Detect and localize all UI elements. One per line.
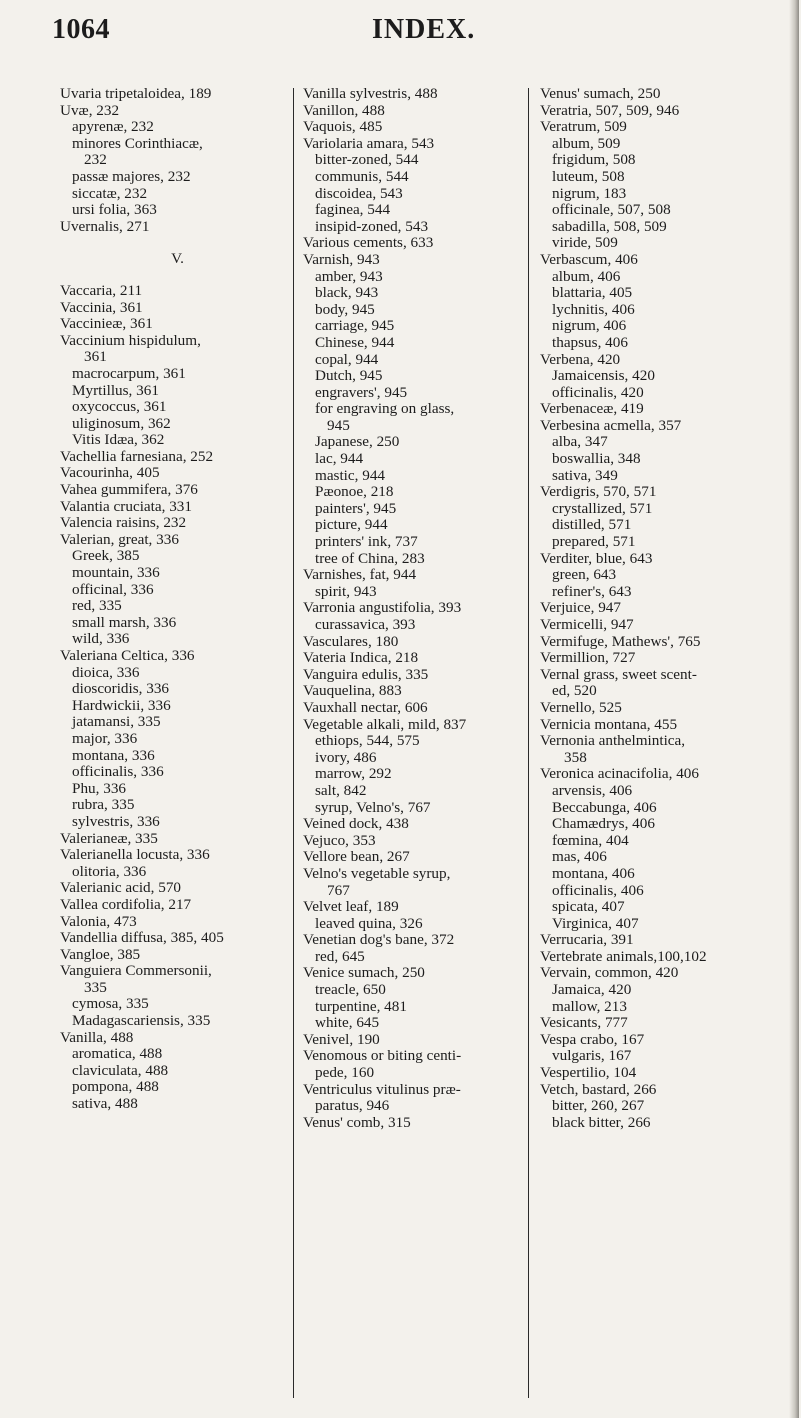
index-entry: blattaria, 405 (552, 284, 633, 302)
index-entry: Vaccinium hispidulum, (60, 331, 201, 349)
index-entry: Vateria Indica, 218 (303, 649, 419, 667)
index-entry: refiner's, 643 (552, 582, 632, 600)
index-entry: claviculata, 488 (72, 1061, 169, 1079)
index-entry: red, 645 (315, 947, 365, 965)
index-entry: Ventriculus vitulinus præ- (303, 1080, 461, 1098)
index-entry: Vernello, 525 (540, 698, 622, 716)
index-entry: Vermicelli, 947 (540, 616, 634, 633)
index-entry: macrocarpum, 361 (72, 364, 186, 382)
index-entry: thapsus, 406 (552, 333, 628, 351)
index-entry: officinalis, 336 (72, 763, 164, 781)
index-entry: cymosa, 335 (72, 995, 149, 1013)
index-entry: sativa, 349 (552, 466, 618, 484)
index-entry: carriage, 945 (315, 317, 395, 335)
index-entry: Madagascariensis, 335 (72, 1012, 211, 1030)
index-entry: salt, 842 (315, 781, 367, 799)
index-entry: communis, 544 (315, 167, 409, 185)
index-entry: small marsh, 336 (72, 613, 177, 631)
index-entry: Vernal grass, sweet scent- (540, 665, 697, 683)
index-entry: Venivel, 190 (303, 1030, 380, 1048)
index-entry: rubra, 335 (72, 796, 135, 814)
index-entry: Vachellia farnesiana, 252 (60, 447, 214, 465)
index-entry: printers' ink, 737 (315, 533, 418, 551)
section-letter: V. (171, 250, 184, 268)
index-entry: bitter-zoned, 544 (315, 151, 419, 169)
index-entry: Vernicia montana, 455 (540, 715, 678, 733)
index-entry: mallow, 213 (552, 997, 627, 1015)
index-entry: ethiops, 544, 575 (315, 732, 420, 750)
index-entry: Verbesina acmella, 357 (540, 416, 682, 434)
index-entry: pede, 160 (315, 1064, 375, 1082)
index-entry: major, 336 (72, 729, 138, 747)
index-entry: Myrtillus, 361 (72, 381, 159, 399)
page-number: 1064 (52, 14, 110, 45)
index-entry: Vertebrate animals,100,102 (540, 947, 707, 965)
index-entry: sabadilla, 508, 509 (552, 217, 667, 235)
index-entry: ivory, 486 (315, 748, 377, 766)
index-entry: Verbena, 420 (540, 350, 621, 368)
index-entry: Valonia, 473 (60, 912, 137, 930)
index-entry: Verditer, blue, 643 (540, 549, 653, 567)
index-entry: spirit, 943 (315, 582, 377, 600)
index-entry: mastic, 944 (315, 466, 386, 484)
index-entry: officinal, 336 (72, 580, 154, 598)
index-entry: luteum, 508 (552, 167, 625, 185)
index-entry: apyrenæ, 232 (72, 118, 154, 136)
index-entry: Vesicants, 777 (540, 1014, 628, 1032)
index-entry: tree of China, 283 (315, 549, 425, 567)
index-entry: viride, 509 (552, 234, 618, 252)
index-entry: Veratrum, 509 (540, 118, 627, 136)
index-entry: dioscoridis, 336 (72, 680, 170, 698)
index-entry: Veined dock, 438 (303, 815, 409, 833)
index-entry: 767 (327, 881, 350, 899)
index-entry: montana, 406 (552, 864, 635, 882)
index-entry: Valerianeæ, 335 (60, 829, 158, 847)
index-entry: Vermifuge, Mathews', 765 (540, 632, 701, 650)
index-entry: Jamaicensis, 420 (552, 367, 655, 385)
index-entry: spicata, 407 (552, 898, 625, 916)
index-entry: Venus' comb, 315 (303, 1113, 411, 1131)
index-entry: Vaquois, 485 (303, 118, 383, 136)
index-entry: Uvernalis, 271 (60, 217, 150, 235)
index-entry: nigrum, 183 (552, 184, 627, 202)
index-entry: wild, 336 (72, 630, 130, 648)
index-entry: olitoria, 336 (72, 862, 147, 880)
index-entry: Vasculares, 180 (303, 632, 399, 650)
index-entry: Vacourinha, 405 (60, 464, 160, 482)
index-entry: syrup, Velno's, 767 (315, 798, 431, 816)
index-entry: montana, 336 (72, 746, 155, 764)
index-entry: bitter, 260, 267 (552, 1097, 645, 1115)
index-entry: jatamansi, 335 (72, 713, 161, 731)
index-entry: Velno's vegetable syrup, (303, 864, 451, 882)
index-entry: engravers', 945 (315, 383, 408, 401)
index-entry: vulgaris, 167 (552, 1047, 632, 1065)
index-entry: Valeriana Celtica, 336 (60, 647, 195, 664)
index-entry: black, 943 (315, 284, 379, 302)
index-entry: Pæonoe, 218 (315, 483, 394, 501)
page-header (52, 14, 752, 54)
index-entry: Verjuice, 947 (540, 599, 621, 617)
index-entry: Vandellia diffusa, 385, 405 (60, 929, 224, 947)
index-entry: Veratria, 507, 509, 946 (540, 101, 680, 119)
index-entry: album, 406 (552, 267, 621, 285)
index-entry: Venice sumach, 250 (303, 964, 425, 982)
index-entry: Vervain, common, 420 (540, 964, 679, 982)
index-entry: Greek, 385 (72, 547, 140, 565)
index-entry: Vauxhall nectar, 606 (303, 698, 428, 716)
index-entry: ursi folia, 363 (72, 201, 157, 219)
index-entry: marrow, 292 (315, 765, 392, 783)
index-entry: Vallea cordifolia, 217 (60, 895, 192, 913)
index-entry: red, 335 (72, 597, 122, 615)
index-entry: Vellore bean, 267 (303, 848, 410, 866)
index-entry: Vanilla sylvestris, 488 (303, 85, 438, 102)
index-entry: discoidea, 543 (315, 184, 403, 202)
index-entry: boswallia, 348 (552, 450, 641, 468)
index-entry: Dutch, 945 (315, 367, 383, 385)
index-entry: curassavica, 393 (315, 616, 416, 633)
index-entry: picture, 944 (315, 516, 388, 534)
index-entry: Velvet leaf, 189 (303, 898, 399, 916)
index-entry: album, 509 (552, 134, 621, 152)
index-entry: Virginica, 407 (552, 914, 639, 932)
index-entry: Valencia raisins, 232 (60, 514, 187, 532)
index-entry: Valerianella locusta, 336 (60, 846, 210, 864)
index-entry: Vejuco, 353 (303, 831, 376, 849)
index-entry: Valerian, great, 336 (60, 530, 179, 548)
index-entry: Chamædrys, 406 (552, 815, 655, 833)
index-entry: Vangloe, 385 (60, 945, 141, 963)
index-entry: lac, 944 (315, 450, 364, 468)
index-entry: aromatica, 488 (72, 1045, 163, 1063)
index-entry: sativa, 488 (72, 1095, 138, 1113)
index-column-3 (540, 86, 765, 1131)
index-entry: mountain, 336 (72, 564, 160, 582)
index-column-1 (60, 86, 295, 1113)
index-entry: officinale, 507, 508 (552, 201, 671, 219)
index-entry: arvensis, 406 (552, 781, 633, 799)
page-edge-shadow (789, 0, 799, 1418)
index-entry: Varronia angustifolia, 393 (303, 599, 462, 617)
index-entry: Vermillion, 727 (540, 649, 636, 667)
column-divider (293, 88, 294, 1398)
index-entry: officinalis, 420 (552, 383, 644, 401)
running-head-title: INDEX. (372, 14, 476, 45)
index-entry: Vahea gummifera, 376 (60, 481, 198, 499)
index-entry: Vanguira edulis, 335 (303, 665, 429, 683)
index-entry: 358 (564, 748, 587, 766)
index-entry: pompona, 488 (72, 1078, 159, 1096)
index-entry: prepared, 571 (552, 533, 636, 551)
index-entry: white, 645 (315, 1014, 380, 1032)
index-entry: crystallized, 571 (552, 499, 653, 517)
index-entry: Verbenaceæ, 419 (540, 400, 644, 418)
index-entry: Beccabunga, 406 (552, 798, 657, 816)
index-entry: dioica, 336 (72, 663, 140, 681)
index-entry: Chinese, 944 (315, 333, 395, 351)
index-entry: nigrum, 406 (552, 317, 627, 335)
index-entry: Japanese, 250 (315, 433, 400, 451)
column-divider (528, 88, 529, 1398)
index-entry: passæ majores, 232 (72, 167, 191, 185)
index-entry: 232 (84, 151, 107, 169)
index-entry: sylvestris, 336 (72, 812, 160, 830)
index-entry: Vespa crabo, 167 (540, 1030, 645, 1048)
index-entry: alba, 347 (552, 433, 608, 451)
index-entry: paratus, 946 (315, 1097, 390, 1115)
index-entry: officinalis, 406 (552, 881, 644, 899)
index-entry: Vanilla, 488 (60, 1028, 134, 1046)
index-entry: mas, 406 (552, 848, 607, 866)
index-entry: Variolaria amara, 543 (303, 134, 435, 152)
index-entry: faginea, 544 (315, 201, 391, 219)
index-entry: Vespertilio, 104 (540, 1064, 637, 1082)
index-entry: Uvaria tripetaloidea, 189 (60, 85, 212, 102)
index-entry: Vitis Idæa, 362 (72, 431, 165, 449)
index-entry: amber, 943 (315, 267, 383, 285)
index-entry: Jamaica, 420 (552, 981, 632, 999)
index-entry: minores Corinthiacæ, (72, 134, 203, 152)
index-entry: Vanguiera Commersonii, (60, 962, 212, 980)
index-entry: Vaccaria, 211 (60, 281, 143, 299)
index-entry: Vauquelina, 883 (303, 682, 402, 700)
index-entry: uliginosum, 362 (72, 414, 171, 432)
index-entry: frigidum, 508 (552, 151, 636, 169)
index-entry: insipid-zoned, 543 (315, 217, 429, 235)
index-entry: Varnishes, fat, 944 (303, 566, 417, 584)
index-entry: Vaccinia, 361 (60, 298, 143, 316)
index-entry: Vanillon, 488 (303, 101, 385, 119)
index-entry: Venetian dog's bane, 372 (303, 931, 455, 949)
index-entry: Phu, 336 (72, 779, 127, 797)
index-entry: Vetch, bastard, 266 (540, 1080, 657, 1098)
index-entry: leaved quina, 326 (315, 914, 423, 932)
index-column-2 (303, 86, 523, 1131)
index-entry: body, 945 (315, 300, 375, 318)
index-entry: Venomous or biting centi- (303, 1047, 462, 1065)
index-entry: Uvæ, 232 (60, 101, 120, 119)
index-entry: copal, 944 (315, 350, 379, 368)
index-entry: Veronica acinacifolia, 406 (540, 765, 699, 783)
index-entry: Vegetable alkali, mild, 837 (303, 715, 467, 733)
index-entry: distilled, 571 (552, 516, 632, 534)
index-entry: fœmina, 404 (552, 831, 629, 849)
index-entry: for engraving on glass, (315, 400, 455, 418)
index-entry: Valerianic acid, 570 (60, 879, 182, 897)
index-entry: Hardwickii, 336 (72, 696, 171, 714)
index-entry: turpentine, 481 (315, 997, 407, 1015)
index-entry: Venus' sumach, 250 (540, 85, 661, 102)
index-entry: Verrucaria, 391 (540, 931, 634, 949)
index-entry: Vernonia anthelmintica, (540, 732, 686, 750)
index-entry: oxycoccus, 361 (72, 398, 167, 416)
index-entry: Varnish, 943 (303, 250, 380, 268)
index-entry: lychnitis, 406 (552, 300, 635, 318)
index-entry: ed, 520 (552, 682, 597, 700)
index-entry: siccatæ, 232 (72, 184, 148, 202)
index-entry: 361 (84, 348, 107, 366)
index-entry: Verbascum, 406 (540, 250, 638, 268)
index-entry: Verdigris, 570, 571 (540, 483, 657, 501)
index-entry: Vaccinieæ, 361 (60, 315, 153, 333)
index-entry: Various cements, 633 (303, 234, 434, 252)
index-entry: Valantia cruciata, 331 (60, 497, 192, 515)
index-entry: 335 (84, 978, 107, 996)
index-entry: 945 (327, 416, 350, 434)
index-entry: treacle, 650 (315, 981, 386, 999)
index-entry: black bitter, 266 (552, 1113, 651, 1131)
index-entry: green, 643 (552, 566, 617, 584)
index-entry: painters', 945 (315, 499, 397, 517)
